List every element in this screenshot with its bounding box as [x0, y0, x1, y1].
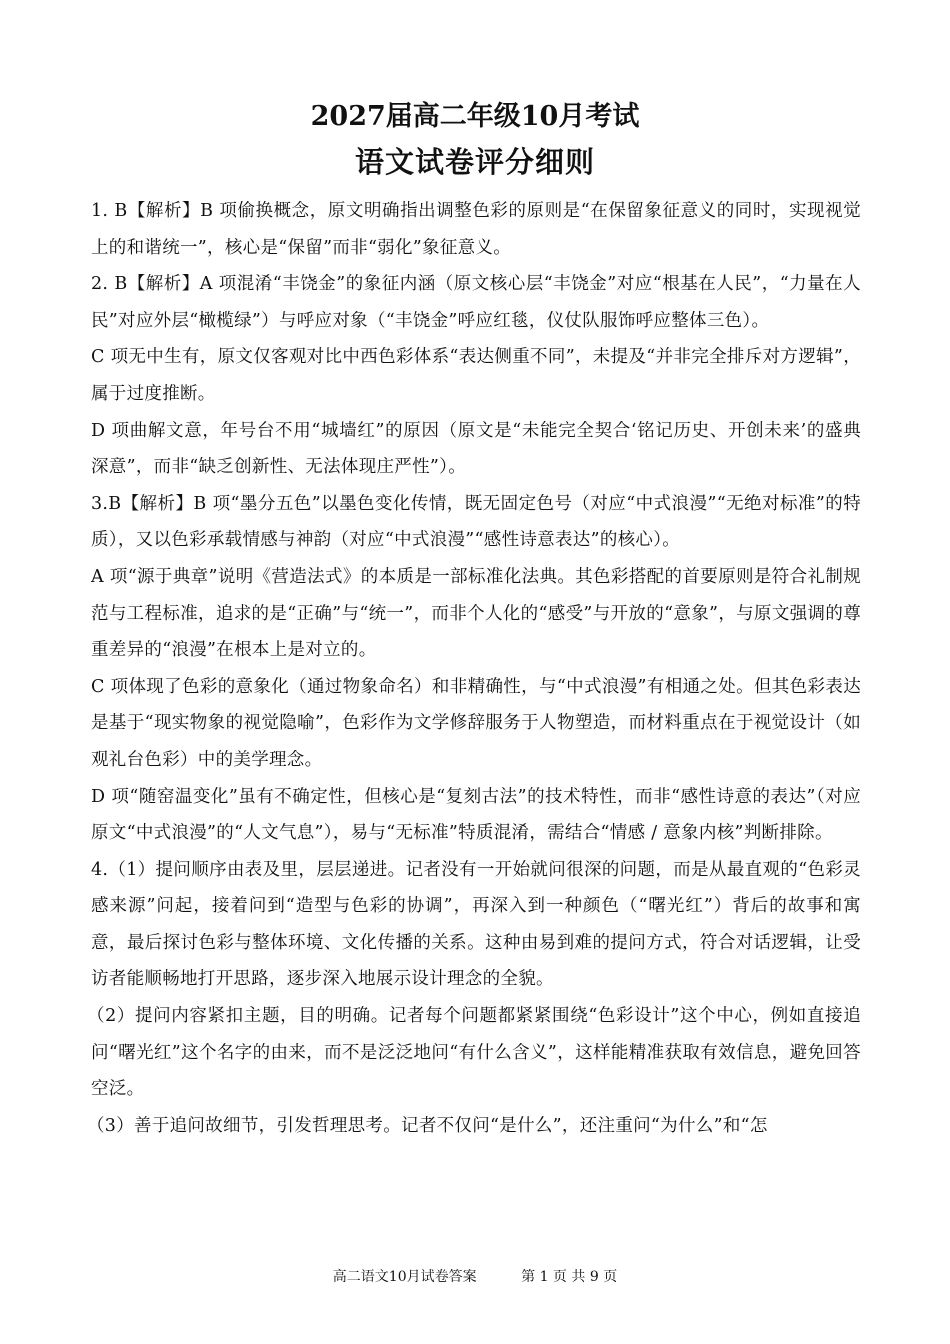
answer-paragraph: （2）提问内容紧扣主题，目的明确。记者每个问题都紧紧围绕“色彩设计”这个中心，例如直接追问“曙光红”这个名字的由来，而不是泛泛地问“有什么含义”，这样能精准获取有效信息，避免回答空泛。 [87, 1006, 861, 1100]
page-title: 2027届高二年级10月考试 [310, 101, 640, 132]
answer-paragraph: C 项体现了色彩的意象化（通过物象命名）和非精确性，与“中式浪漫”有相通之处。但其色彩表达是基于“现实物象的视觉隐喻”，色彩作为文学修辞服务于人物塑造，而材料重点在于视觉设计（如观礼台色彩）中的美学理念。 [91, 676, 861, 770]
answer-paragraph: 2. B【解析】A 项混淆“丰饶金”的象征内涵（原文核心层“丰饶金”对应“根基在人民”，“力量在人民”对应外层“橄榄绿”）与呼应对象（“丰饶金”呼应红毯，仪仗队服饰呼应整体三色）。 [91, 274, 861, 331]
answer-paragraph: A 项“源于典章”说明《营造法式》的本质是一部标准化法典。其色彩搭配的首要原则是符合礼制规范与工程标准，追求的是“正确”与“统一”，而非个人化的“感受”与开放的“意象”，与原文强调的尊重差异的“浪漫”在根本上是对立的。 [91, 566, 861, 661]
answer-paragraph: 4.（1）提问顺序由表及里，层层递进。记者没有一开始就问很深的问题，而是从最直观的“色彩灵感来源”问起，接着问到“造型与色彩的协调”，再深入到一种颜色（“曙光红”）背后的故事和寓意，最后探讨色彩与整体环境、文化传播的关系。这种由易到难的提问方式，符合对话逻辑，让受访者能顺畅地打开思路，逐步深入地展示设计理念的全貌。 [91, 859, 861, 990]
answer-paragraph: 1. B【解析】B 项偷换概念，原文明确指出调整色彩的原则是“在保留象征意义的同时，实现视觉上的和谐统一”，核心是“保留”而非“弱化”象征意义。 [91, 201, 861, 258]
answer-paragraph: C 项无中生有，原文仅客观对比中西色彩体系“表达侧重不同”，未提及“并非完全排斥对方逻辑”，属于过度推断。 [91, 347, 861, 404]
answer-paragraph: （3）善于追问故细节，引发哲理思考。记者不仅问“是什么”，还注重问“为什么”和“怎 [87, 1115, 768, 1136]
answer-paragraph: D 项曲解文意，年号台不用“城墙红”的原因（原文是“未能完全契合‘铭记历史、开创未来’的盛典深意”，而非“缺乏创新性、无法体现庄严性”）。 [91, 420, 861, 478]
page-footer [0, 1267, 950, 1287]
footer-page-info: 第 1 页 共 9 页 [521, 1269, 618, 1285]
footer-doc-name: 高二语文10月试卷答案 [332, 1269, 477, 1285]
document-body [87, 193, 861, 1144]
answer-paragraph: 3.B【解析】B 项“墨分五色”以墨色变化传情，既无固定色号（对应“中式浪漫”“无绝对标准”的特质），又以色彩承载情感与神韵（对应“中式浪漫”“感性诗意表达”的核心）。 [91, 493, 861, 551]
page-subtitle: 语文试卷评分细则 [354, 145, 595, 179]
answer-paragraph: D 项“随窑温变化”虽有不确定性，但核心是“复刻古法”的技术特性，而非“感性诗意的表达”（对应原文“中式浪漫”的“人文气息”），易与“无标准”特质混淆，需结合“情感 / 意象内核”判断排除。 [91, 786, 861, 844]
